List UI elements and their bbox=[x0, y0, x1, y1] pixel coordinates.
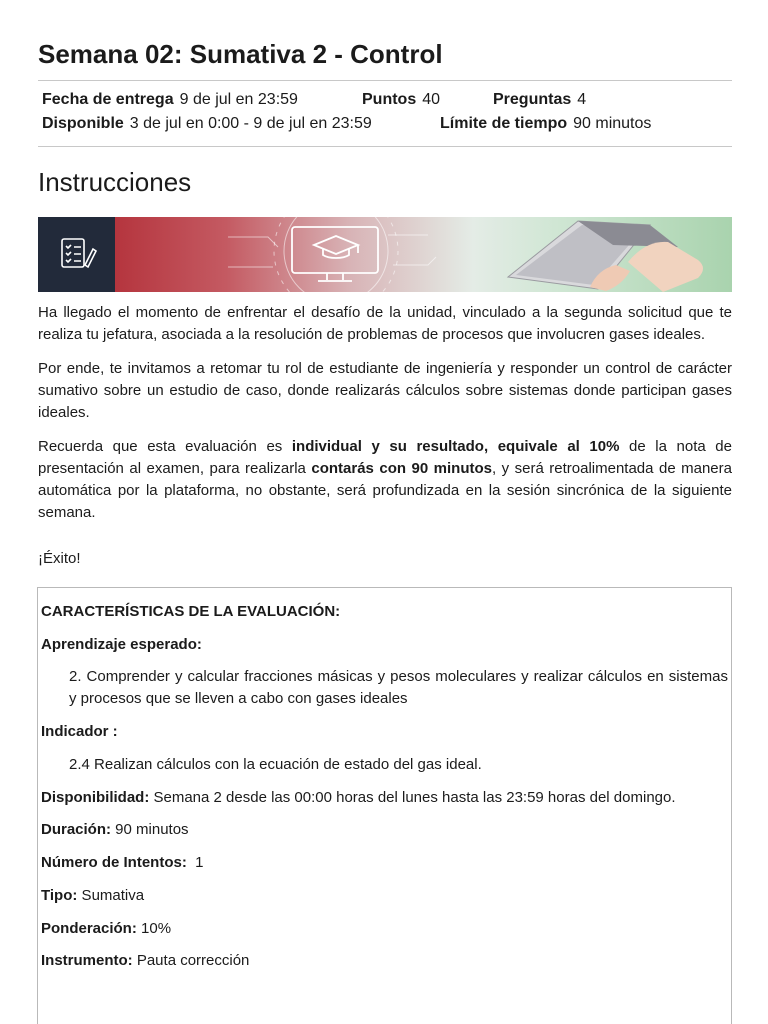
availability bbox=[42, 112, 372, 136]
instructions-banner bbox=[38, 217, 732, 292]
due-date-value: 9 de jul en 23:59 bbox=[179, 91, 298, 108]
points-label: Puntos bbox=[362, 91, 417, 108]
questions-label: Preguntas bbox=[493, 91, 572, 108]
p3-bold-weight: individual y su resultado, equivale al 10% bbox=[291, 438, 620, 455]
availability-row-value: Semana 2 desde las 00:00 horas del lunes hasta las 23:59 horas del domingo. bbox=[149, 789, 676, 806]
time-limit bbox=[440, 112, 651, 136]
instructions-paragraph-3 bbox=[38, 436, 732, 524]
instrument-row bbox=[41, 950, 728, 972]
type-row-label: Tipo: bbox=[41, 887, 78, 904]
questions-value: 4 bbox=[577, 91, 587, 108]
meta-divider bbox=[38, 146, 732, 147]
learning-value: 2. Comprender y calcular fracciones másicas y pesos moleculares y realizar cálculos en sistemas y procesos que se lleven a cabo con gases ideales bbox=[69, 668, 728, 707]
meta-row-2 bbox=[42, 112, 732, 136]
time-limit-value: 90 minutos bbox=[573, 115, 652, 132]
meta-row-1 bbox=[42, 88, 732, 112]
indicator-label: Indicador : bbox=[41, 723, 118, 740]
duration-row bbox=[41, 819, 728, 841]
availability-row bbox=[41, 787, 728, 809]
instructions-body bbox=[38, 302, 732, 582]
p3-text-c: de la nota de presentación al examen, para realizarla bbox=[38, 438, 732, 477]
attempts-row bbox=[41, 852, 728, 874]
instructions-paragraph-1: Ha llegado el momento de enfrentar el desafío de la unidad, vinculado a la segunda solicitud que te realiza tu jefatura, asociada a la resolución de problemas de procesos que involucren gases ideales. bbox=[38, 304, 732, 343]
points bbox=[362, 88, 440, 112]
indicator-value: 2.4 Realizan cálculos con la ecuación de estado del gas ideal. bbox=[69, 756, 482, 773]
instrument-row-value: Pauta corrección bbox=[132, 952, 250, 969]
questions bbox=[493, 88, 586, 112]
weight-row bbox=[41, 918, 728, 940]
instructions-title: Instrucciones bbox=[38, 167, 192, 197]
checklist-icon bbox=[62, 239, 96, 267]
duration-row-value: 90 minutos bbox=[111, 821, 189, 838]
attempts-row-label: Número de Intentos: bbox=[41, 854, 187, 871]
p3-text-e: , y será retroalimentada de manera automática por la plataforma, no obstante, será profundizada en la sesión sincrónica de la siguiente semana. bbox=[38, 460, 732, 521]
learning-label: Aprendizaje esperado: bbox=[41, 636, 202, 653]
due-date bbox=[42, 88, 298, 112]
monitor-graduation-icon bbox=[292, 227, 378, 281]
weight-row-value: 10% bbox=[136, 920, 172, 937]
type-row-value: Sumativa bbox=[77, 887, 145, 904]
page-title: Semana 02: Sumativa 2 - Control bbox=[38, 39, 443, 69]
duration-row-label: Duración: bbox=[41, 821, 112, 838]
p3-text-a: Recuerda que esta evaluación es bbox=[38, 438, 292, 455]
instructions-closing: ¡Éxito! bbox=[38, 550, 81, 567]
availability-label: Disponible bbox=[42, 115, 124, 132]
weight-row-label: Ponderación: bbox=[41, 920, 137, 937]
instrument-row-label: Instrumento: bbox=[41, 952, 133, 969]
evaluation-heading: CARACTERÍSTICAS DE LA EVALUACIÓN: bbox=[41, 603, 341, 620]
availability-value: 3 de jul en 0:00 - 9 de jul en 23:59 bbox=[129, 115, 372, 132]
time-limit-label: Límite de tiempo bbox=[440, 115, 568, 132]
points-value: 40 bbox=[422, 91, 441, 108]
p3-bold-duration: contarás con 90 minutos bbox=[311, 460, 492, 477]
header-divider bbox=[38, 80, 732, 81]
banner-illustration bbox=[38, 217, 732, 292]
due-date-label: Fecha de entrega bbox=[42, 91, 174, 108]
availability-row-label: Disponibilidad: bbox=[41, 789, 150, 806]
laptop-hands-image bbox=[508, 221, 703, 292]
instructions-paragraph-2: Por ende, te invitamos a retomar tu rol de estudiante de ingeniería y responder un control de carácter sumativo sobre un estudio de caso, donde realizarás cálculos sobre sistemas donde participan gases ideales. bbox=[38, 360, 732, 421]
type-row bbox=[41, 885, 728, 907]
attempts-row-value: 1 bbox=[186, 854, 204, 871]
evaluation-characteristics-table bbox=[37, 587, 732, 1024]
